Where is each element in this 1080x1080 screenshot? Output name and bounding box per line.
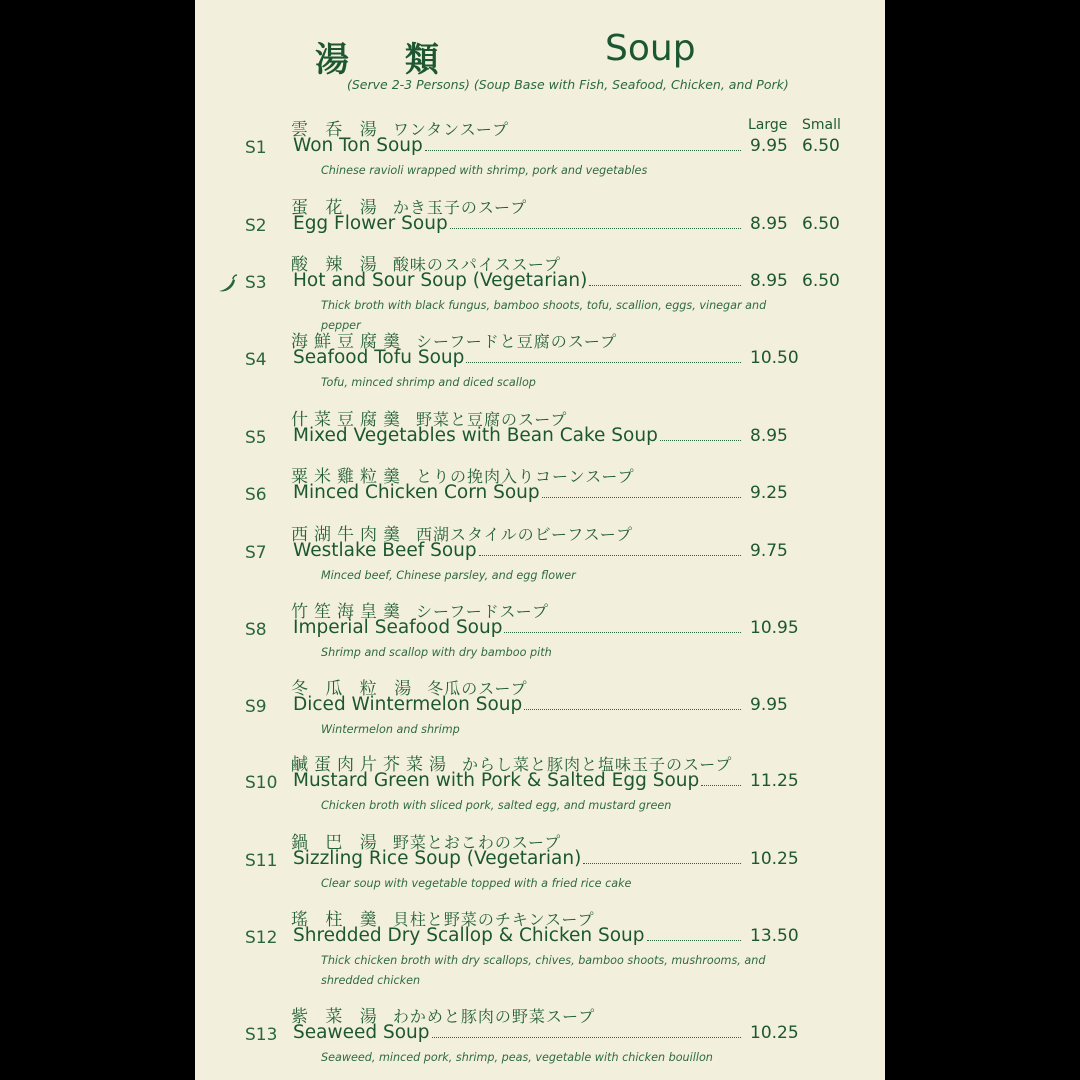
item-description: Chicken broth with sliced pork, salted egg, and mustard green xyxy=(321,799,672,812)
item-japanese-name: 西湖スタイルのビーフスープ xyxy=(416,525,634,544)
item-japanese-name: シーフードと豆腐のスープ xyxy=(416,332,618,351)
item-english-name: Seaweed Soup xyxy=(293,1022,430,1043)
item-chinese-name: 西湖牛肉羹 xyxy=(291,525,406,545)
item-japanese-name: 野菜と豆腐のスープ xyxy=(416,410,568,429)
item-code: S2 xyxy=(245,216,267,236)
item-code: S6 xyxy=(245,485,267,505)
item-chinese-name: 冬 瓜 粒 湯 xyxy=(291,679,418,699)
item-name-line xyxy=(293,347,745,371)
item-english-name: Shredded Dry Scallop & Chicken Soup xyxy=(293,925,645,946)
dot-leader xyxy=(524,709,741,710)
item-chinese-name: 竹笙海皇羹 xyxy=(291,602,406,622)
item-chinese-name: 瑤 柱 羹 xyxy=(291,910,383,930)
price-large: 8.95 xyxy=(750,271,788,291)
item-english-name: Won Ton Soup xyxy=(293,135,423,156)
dot-leader xyxy=(542,497,741,498)
item-english-name: Imperial Seafood Soup xyxy=(293,617,503,638)
item-chinese-name: 酸 辣 湯 xyxy=(291,255,383,275)
price-large: 10.25 xyxy=(750,849,799,869)
item-english-name: Egg Flower Soup xyxy=(293,213,448,234)
price-large: 9.25 xyxy=(750,483,788,503)
dot-leader xyxy=(647,940,741,941)
item-japanese-name: 貝柱と野菜のチキンスープ xyxy=(392,910,595,929)
column-header-large: Large xyxy=(748,117,788,133)
item-japanese-name: シーフードスープ xyxy=(416,602,549,621)
item-description: Thick chicken broth with dry scallops, chives, bamboo shoots, mushrooms, and shredded chicken xyxy=(321,954,766,987)
serving-note: (Serve 2-3 Persons) (Soup Base with Fish, Seafood, Chicken, and Pork) xyxy=(347,77,789,92)
item-description: Shrimp and scallop with dry bamboo pith xyxy=(321,646,552,659)
item-description: Clear soup with vegetable topped with a fried rice cake xyxy=(321,877,632,890)
menu-page xyxy=(195,0,885,1080)
spicy-pepper-icon xyxy=(217,274,239,294)
item-chinese-name: 鹹蛋肉片芥菜湯 xyxy=(291,755,452,775)
item-chinese-name: 鍋 巴 湯 xyxy=(291,833,383,853)
item-japanese-name: ワンタンスープ xyxy=(392,120,510,139)
item-code: S3 xyxy=(245,273,267,293)
item-description: Thick broth with black fungus, bamboo shoots, tofu, scallion, eggs, vinegar and pepper xyxy=(321,299,767,332)
dot-leader xyxy=(479,555,741,556)
price-small: 6.50 xyxy=(802,136,840,156)
dot-leader xyxy=(425,150,741,151)
item-english-name: Minced Chicken Corn Soup xyxy=(293,482,540,503)
dot-leader xyxy=(583,863,741,864)
item-japanese-name: 冬瓜のスープ xyxy=(427,679,528,698)
dot-leader xyxy=(701,785,741,786)
item-english-name: Diced Wintermelon Soup xyxy=(293,694,523,715)
price-large: 10.50 xyxy=(750,348,799,368)
item-description: Wintermelon and shrimp xyxy=(321,723,460,736)
item-code: S9 xyxy=(245,697,267,717)
item-description: Tofu, minced shrimp and diced scallop xyxy=(321,376,536,389)
item-chinese-name: 粟米雞粒羹 xyxy=(291,467,406,487)
item-japanese-name: とりの挽肉入りコーンスープ xyxy=(416,467,635,486)
item-name-line xyxy=(293,848,745,872)
item-name-line xyxy=(293,270,745,294)
item-description: Seaweed, minced pork, shrimp, peas, vegetable with chicken bouillon xyxy=(321,1051,713,1064)
price-large: 9.95 xyxy=(750,695,788,715)
item-name-line xyxy=(293,425,745,449)
item-english-name: Mustard Green with Pork & Salted Egg Soup xyxy=(293,770,700,791)
column-header-small: Small xyxy=(802,117,841,133)
dot-leader xyxy=(432,1037,741,1038)
price-large: 9.95 xyxy=(750,136,788,156)
price-large: 8.95 xyxy=(750,426,788,446)
price-large: 13.50 xyxy=(750,926,799,946)
menu-header xyxy=(195,28,885,78)
item-code: S4 xyxy=(245,350,267,370)
item-code: S7 xyxy=(245,543,267,563)
item-name-line xyxy=(293,1022,745,1046)
price-large: 8.95 xyxy=(750,214,788,234)
item-japanese-name: わかめと豚肉の野菜スープ xyxy=(392,1007,596,1026)
item-description: Chinese ravioli wrapped with shrimp, pork and vegetables xyxy=(321,164,648,177)
item-name-line xyxy=(293,213,745,237)
item-chinese-name: 海鮮豆腐羹 xyxy=(291,332,406,352)
item-code: S10 xyxy=(245,773,278,793)
item-code: S12 xyxy=(245,928,278,948)
item-name-line xyxy=(293,482,745,506)
item-name-line xyxy=(293,540,745,564)
item-code: S5 xyxy=(245,428,267,448)
item-chinese-name: 蛋 花 湯 xyxy=(291,198,383,218)
dot-leader xyxy=(466,362,741,363)
item-name-line xyxy=(293,694,745,718)
item-english-name: Sizzling Rice Soup (Vegetarian) xyxy=(293,848,582,869)
price-large: 11.25 xyxy=(750,771,799,791)
item-code: S1 xyxy=(245,138,267,158)
item-english-name: Mixed Vegetables with Bean Cake Soup xyxy=(293,425,658,446)
dot-leader xyxy=(589,285,741,286)
dot-leader xyxy=(660,440,741,441)
item-code: S13 xyxy=(245,1025,278,1045)
item-english-name: Seafood Tofu Soup xyxy=(293,347,465,368)
title-english: Soup xyxy=(605,28,696,69)
item-name-line xyxy=(293,135,745,159)
item-description: Minced beef, Chinese parsley, and egg flower xyxy=(321,569,576,582)
item-english-name: Hot and Sour Soup (Vegetarian) xyxy=(293,270,588,291)
item-name-line xyxy=(293,617,745,641)
item-code: S11 xyxy=(245,851,278,871)
item-english-name: Westlake Beef Soup xyxy=(293,540,477,561)
price-small: 6.50 xyxy=(802,271,840,291)
item-chinese-name: 雲 呑 湯 xyxy=(291,120,383,140)
item-japanese-name: 野菜とおこわのスープ xyxy=(392,833,562,852)
item-chinese-name: 什菜豆腐羹 xyxy=(291,410,406,430)
item-name-line xyxy=(293,925,745,949)
dot-leader xyxy=(504,632,741,633)
item-code: S8 xyxy=(245,620,267,640)
item-japanese-name: からし菜と豚肉と塩味玉子のスープ xyxy=(462,755,733,774)
dot-leader xyxy=(450,228,741,229)
item-japanese-name: かき玉子のスープ xyxy=(392,198,528,217)
price-large: 10.25 xyxy=(750,1023,799,1043)
price-large: 10.95 xyxy=(750,618,799,638)
title-chinese: 湯 類 xyxy=(315,40,461,80)
item-chinese-name: 紫 菜 湯 xyxy=(291,1007,383,1027)
price-small: 6.50 xyxy=(802,214,840,234)
price-large: 9.75 xyxy=(750,541,788,561)
item-japanese-name: 酸味のスパイススープ xyxy=(392,255,562,274)
item-name-line xyxy=(293,770,745,794)
